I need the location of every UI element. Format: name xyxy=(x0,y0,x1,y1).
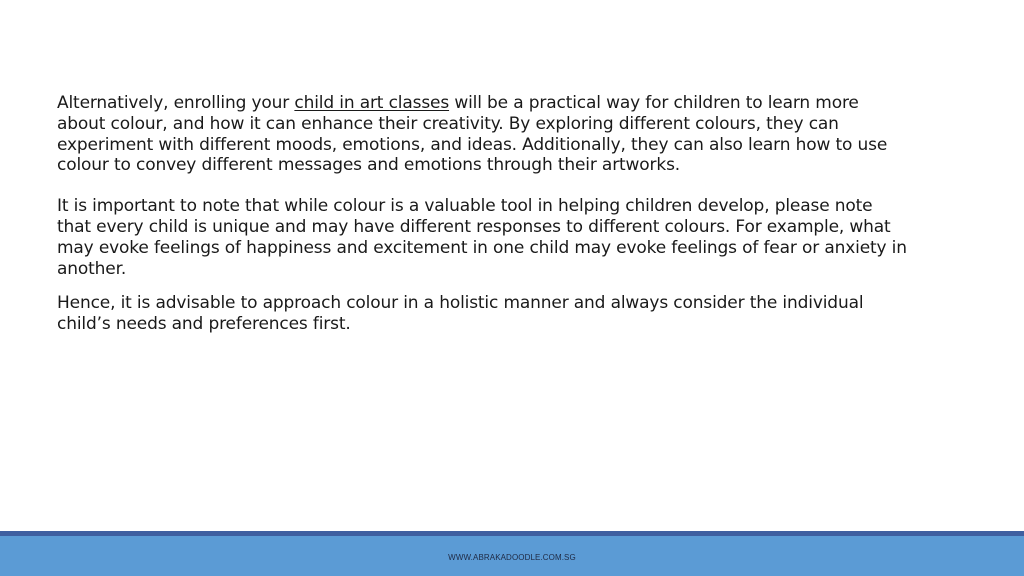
paragraph-art-classes xyxy=(57,93,907,176)
paragraph-holistic: Hence, it is advisable to approach colour in a holistic manner and always consider the individual child’s needs and preferences first. xyxy=(57,293,864,335)
body-text xyxy=(57,93,907,335)
paragraph-text: Alternatively, enrolling your xyxy=(57,93,295,113)
footer-website-link[interactable]: WWW.ABRAKADOODLE.COM.SG xyxy=(448,553,576,562)
paragraph-text: will be a practical way for children to learn more about colour, and how it can enhance their creativity. By exploring different colours, they can experiment with different moods, emotions, and ideas. Additionally, they can also learn how to use colour to convey different messages and emotions through their artworks. xyxy=(57,93,888,176)
paragraph-unique-child: It is important to note that while colour is a valuable tool in helping children develop, please note that every child is unique and may have different responses to different colours. For example, what may evoke feelings of happiness and excitement in one child may evoke feelings of fear or anxiety in another. xyxy=(57,196,907,279)
child-in-art-classes-link[interactable]: child in art classes xyxy=(294,93,450,113)
